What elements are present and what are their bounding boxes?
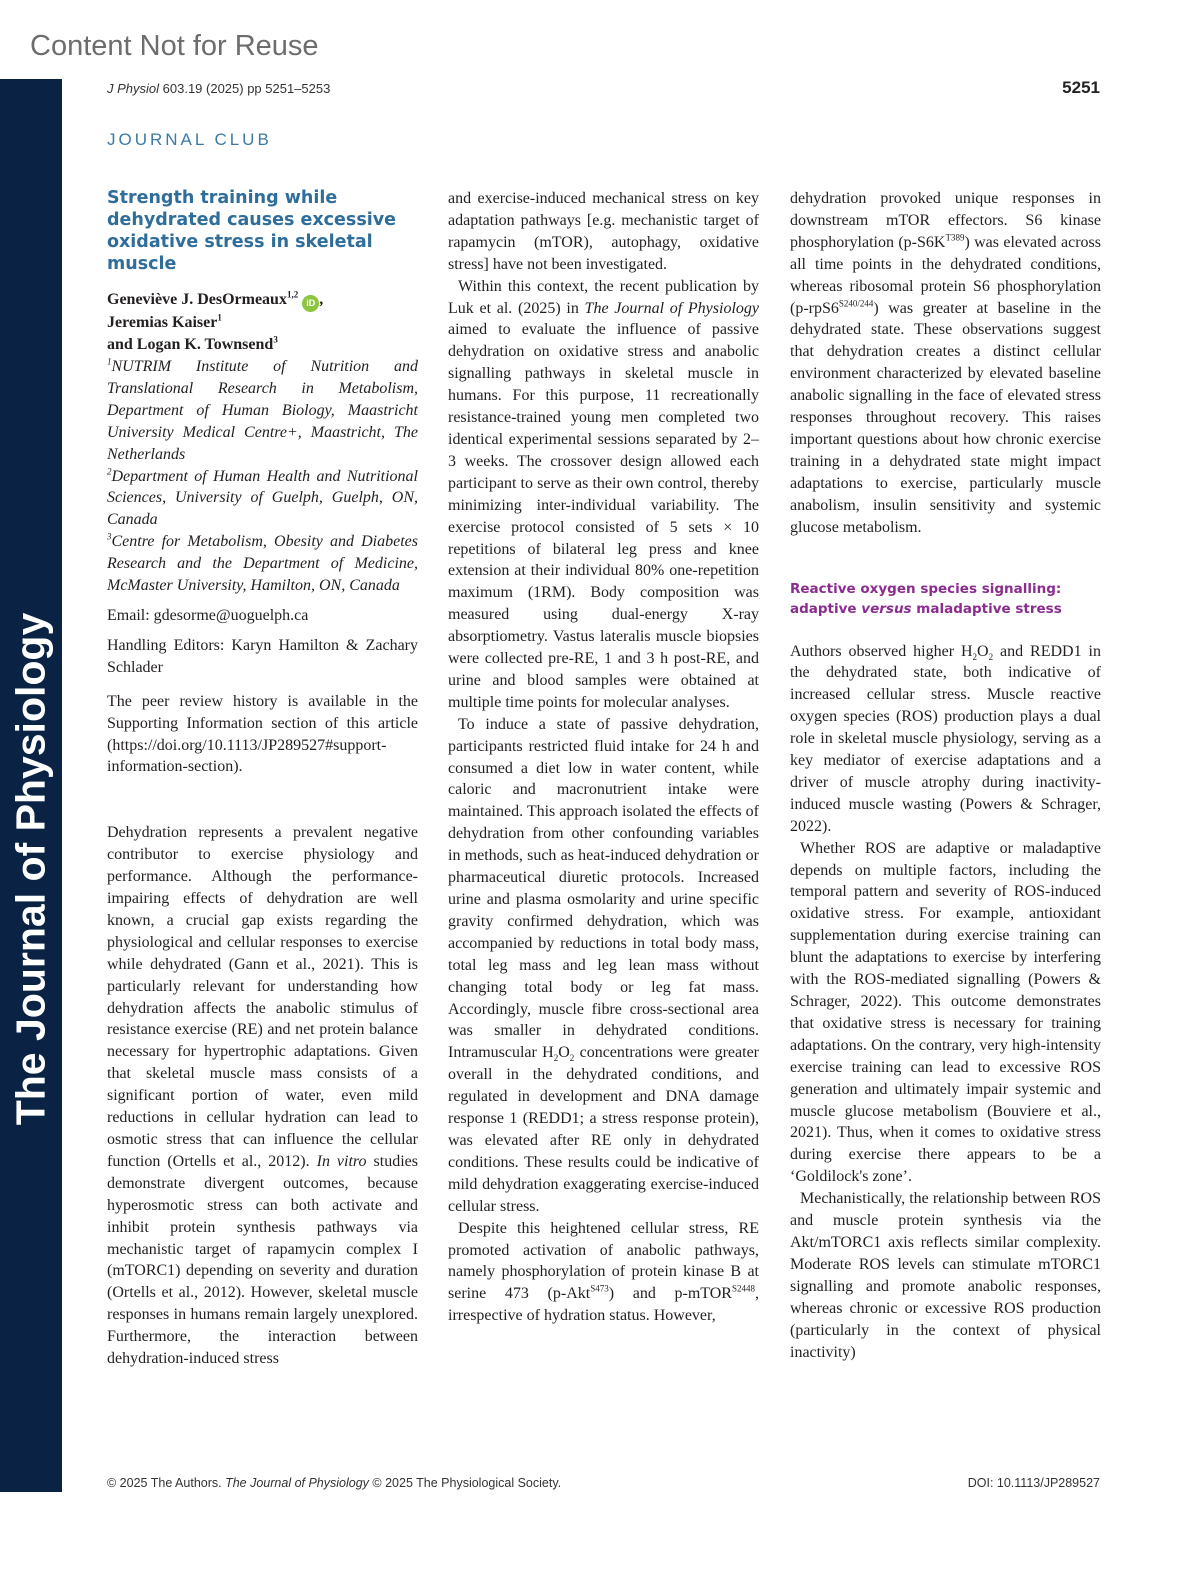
body-paragraph: dehydration provoked unique responses in downstream mTOR effectors. S6 kinase phosphorylation $(p-S6K^{T389})$ was elevated across all time points in the dehydrated conditions, whereas ribosomal protein S6 phosphorylation $(p-rpS6^{S240/244})$ was greater at baseline in the dehydrated state. These observations suggest that dehydration creates a distinct cellular environment characterized by elevated baseline anabolic signalling in the face of elevated stress responses throughout recovery. This raises important questions about how chronic exercise training in a dehydrated state might impact adaptations to exercise, particularly muscle anabolism, insulin sensitivity and systemic glucose metabolism. [790,190,1101,536]
section-heading: Reactive oxygen species signalling: adaptive versus maladaptive stress [790,580,1062,617]
superscript: 3 [107,531,112,542]
column-1 [107,187,418,1370]
author: Geneviève J. DesOrmeaux$^{1,2}$ iD , [107,289,418,312]
superscript: 1 [107,356,112,367]
peer-review-note: The peer review history is available in the Supporting Information section of this article (https://doi.org/10.1113/JP289527#support-information-section). [107,692,418,776]
journal-sidebar [0,79,62,1492]
superscript: 1,2 [286,289,299,300]
affiliations [107,356,418,597]
email[interactable]: Email: gdesorme@uoguelph.ca [107,606,309,624]
author-name: Geneviève J. DesOrmeaux$^{1,2}$ [107,289,299,308]
column-3 [790,188,1101,1363]
superscript: 3 [273,334,278,345]
section-label: JOURNAL CLUB [107,130,272,149]
superscript: T389 [945,232,965,243]
footer-copyright: © 2025 The Authors. The Journal of Physiology © 2025 The Physiological Society. [107,1476,562,1490]
footer-doi[interactable]: DOI: 10.1113/JP289527 [967,1476,1100,1490]
orcid-icon[interactable]: iD [302,295,319,312]
italic-text: The Journal of Physiology [584,299,760,317]
running-head-journal: J Physiol [107,81,160,96]
watermark: Content Not for Reuse [30,30,319,62]
author: Jeremias Kaiser$^1$ [107,312,222,331]
superscript: S473 [590,1283,609,1294]
italic-text: versus [861,600,912,617]
running-head [107,81,330,96]
subscript: 2 [569,1053,575,1064]
sidebar-journal-title: The Journal of Physiology [7,612,54,1126]
affiliation: $^1$NUTRIM Institute of Nutrition and Translational Research in Metabolism, Department of Human Biology, Maastricht University Medical Centre+, Maastricht, The Netherlands [107,356,418,463]
handling-editors: Handling Editors: Karyn Hamilton & Zachary Schlader [107,636,418,676]
subscript: 2 [988,651,994,662]
author-list [107,289,418,356]
affiliation: $^2$Department of Human Health and Nutritional Sciences, University of Guelph, Guelph, ON, Canada [107,466,418,529]
superscript: 2 [107,466,112,477]
affiliation: $^3$Centre for Metabolism, Obesity and Diabetes Research and the Department of Medicine, McMaster University, Hamilton, ON, Canada [107,531,418,595]
superscript: S240/244 [838,298,874,309]
italic-text: In vitro [316,1152,367,1170]
page-number: 5251 [1062,78,1100,97]
body-paragraph: To induce a state of passive dehydration, participants restricted fluid intake for 24 h and consumed a diet low in water content, while caloric and macronutrient intake were maintained. This approach isolated the effects of dehydration from other confounding variables in methods, such as heat-induced dehydration or pharmaceutical diuretic protocols. Increased urine and plasma osmolarity and urine specific gravity confirmed dehydration, which was accompanied by reductions in total body mass, total leg mass and leg lean mass without changing total body or leg fat mass. Accordingly, muscle fibre cross-sectional area was smaller in dehydrated conditions. Intramuscular $H_2O_2$ concentrations were greater overall in the dehydrated conditions, and regulated in development and DNA damage response 1 (REDD1; a stress response protein), was elevated after RE only in dehydrated conditions. These results could be indicative of mild dehydration exaggerating exercise-induced cellular stress. [448,715,759,1215]
superscript: S2448 [731,1283,755,1294]
column-2 [448,188,759,1327]
running-head-citation: 603.19 (2025) pp 5251–5253 [159,81,331,96]
subscript: 2 [972,651,978,662]
body-paragraph: Within this context, the recent publication by Luk et al. (2025) in The Journal of Physiology aimed to evaluate the influence of passive dehydration on oxidative stress and anabolic signalling pathways in skeletal muscle in humans. For this purpose, 11 recreationally resistance-trained young men completed two identical experimental sessions separated by 2–3 weeks. The crossover design allowed each participant to serve as their own control, thereby minimizing inter-individual variability. The exercise protocol consisted of 5 sets × 10 repetitions of bilateral leg press and knee extension at their individual 80% one-repetition maximum (1RM). Body composition was measured using dual-energy X-ray absorptiometry. Vastus lateralis muscle biopsies were collected pre-RE, 1 and 3 h post-RE, and urine and blood samples were obtained at multiple time points for molecular analyses. [448,277,760,711]
body-paragraph: Whether ROS are adaptive or maladaptive depends on multiple factors, including the temporal pattern and severity of ROS-induced oxidative stress. For example, antioxidant supplementation during exercise training can blunt the adaptations to exercise by interfering with the ROS-mediated signalling (Powers & Schrager, 2022). This outcome demonstrates that oxidative stress is necessary for training adaptations. On the contrary, very high-intensity exercise training can lead to excessive ROS generation and ultimately impair systemic and muscle glucose metabolism (Bouviere et al., 2021). Thus, when it comes to oxidative stress during exercise there appears to be a ‘Goldilock's zone’. [790,839,1101,1186]
italic-text: The Journal of Physiology [225,1476,369,1490]
body-paragraph: Despite this heightened cellular stress, RE promoted activation of anabolic pathways, namely phosphorylation of protein kinase B at serine 473 (p-Akt$^{S473}$) and p-mTOR$^{S2448}$, irrespective of hydration status. However, [448,1219,759,1325]
superscript: 1 [217,312,222,323]
body-paragraph: Mechanistically, the relationship between ROS and muscle protein synthesis via the Akt/mTORC1 axis reflects similar complexity. Moderate ROS levels can stimulate mTORC1 signalling and promote anabolic responses, whereas chronic or excessive ROS production (particularly in the context of physical inactivity) [790,1190,1101,1361]
author: and Logan K. Townsend$^3$ [107,334,278,353]
body-paragraph: Authors observed higher $H_2O_2$ and REDD1 in the dehydrated state, both indicative of increased cellular stress. Muscle reactive oxygen species (ROS) production plays a dual role in skeletal muscle physiology, serving as a key mediator of exercise adaptations and a driver of muscle atrophy during inactivity-induced muscle wasting (Powers & Schrager, 2022). [790,642,1101,835]
article-title: Strength training while dehydrated causes excessive oxidative stress in skeletal muscle [107,188,397,274]
body-paragraph: Dehydration represents a prevalent negative contributor to exercise physiology and performance. Although the performance-impairing effects of dehydration are well known, a crucial gap exists regarding the physiological and cellular responses to exercise while dehydrated (Gann et al., 2021). This is particularly relevant for understanding how dehydration affects the anabolic stimulus of resistance exercise (RE) and net protein balance necessary for hypertrophic adaptations. Given that skeletal muscle mass consists of a significant portion of water, even mild reductions in cellular hydration can lead to osmotic stress that can influence the cellular function (Ortells et al., 2012). In vitro studies demonstrate divergent outcomes, because hyperosmotic stress can both activate and inhibit protein synthesis pathways via mechanistic target of rapamycin complex I (mTORC1) depending on severity and duration (Ortells et al., 2012). However, skeletal muscle responses in humans remain largely unexplored. Furthermore, the interaction between dehydration-induced stress [107,824,419,1368]
subscript: 2 [553,1053,559,1064]
body-paragraph: and exercise-induced mechanical stress on key adaptation pathways [e.g. mechanistic target of rapamycin (mTOR), autophagy, oxidative stress] have not been investigated. [448,190,759,273]
